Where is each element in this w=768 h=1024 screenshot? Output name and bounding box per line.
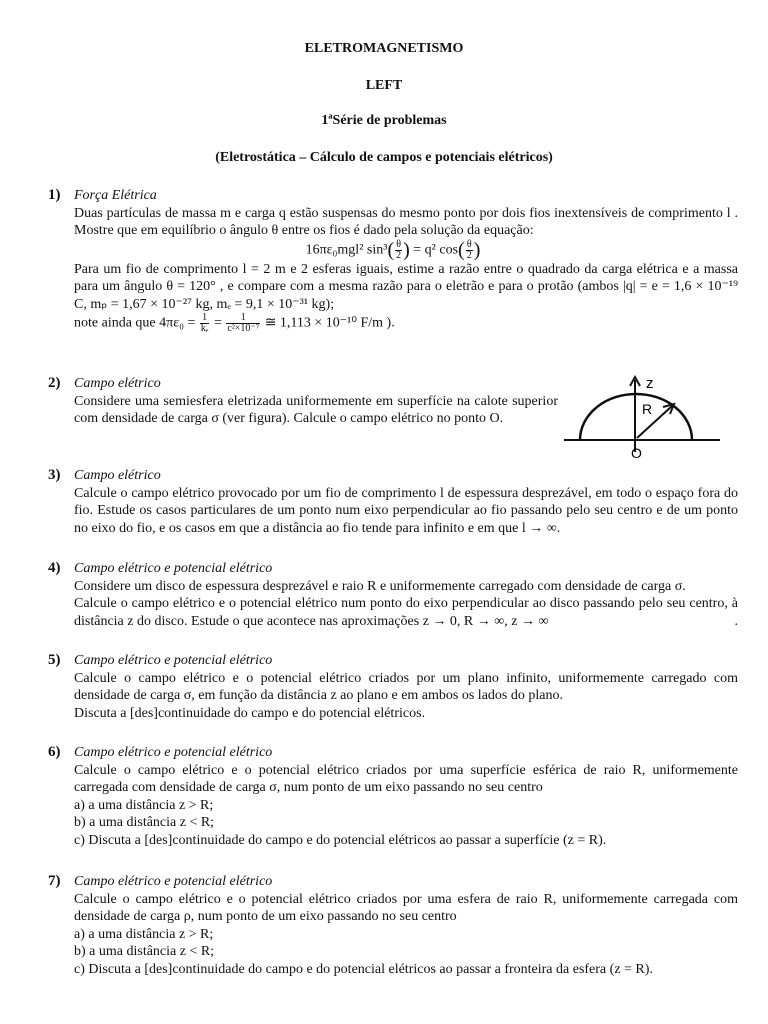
problem-text: Calcule o campo elétrico provocado por um fio de comprimento l de espessura desprezável, em todo o espaço fora do fio. Estude os casos particulares de um ponto num eixo perpendicular ao fio passando pelo seu centro e de um ponto no eixo do fio, e os casos em que a distância ao fio tende para infinito e em que l → ∞. xyxy=(74,485,738,536)
problem-text: Considere um disco de espessura desprezável e raio R e uniformemente carregado com densidade de carga σ. xyxy=(74,578,686,594)
radius-label: R xyxy=(642,401,653,417)
list-item: b) a uma distância z < R; xyxy=(74,815,215,830)
problem-title: Campo elétrico e potencial elétrico xyxy=(74,745,273,760)
problem-text: Calcule o campo elétrico e o potencial elétrico criados por uma esfera de raio R, uniformemente carregada com densidade de carga ρ, num ponto de um eixo passando no seu centro xyxy=(74,891,738,924)
problem-title: Campo elétrico e potencial elétrico xyxy=(74,653,273,668)
problem-number: 4) xyxy=(48,560,61,576)
problem-text: Duas partículas de massa m e carga q estão suspensas do mesmo ponto por dois fios inextensíveis de comprimento l . Mostre que em equilíbrio o ângulo θ entre os fios é dado pela solução da equação: xyxy=(74,205,738,238)
hemisphere-figure xyxy=(562,372,722,460)
problem-text: Discuta a [des]continuidade do campo e do potencial elétricos. xyxy=(74,705,426,721)
equation-left: 16πε₀mgl² sin³ xyxy=(305,242,388,258)
equation-mid: = q² cos xyxy=(413,242,459,258)
problem-6 xyxy=(48,744,738,849)
fraction: $\frac{1}{\text{c²×10⁻⁷}}$ xyxy=(227,312,260,334)
problem-text: Calcule o campo elétrico e o potencial elétrico criados por um plano infinito, uniformemente carregado com densidade de carga σ, em função da distância z ao plano e em ambos os lados do plano. xyxy=(74,670,738,703)
course-title: ELETROMAGNETISMO xyxy=(304,41,464,56)
problem-number: 5) xyxy=(48,652,61,668)
equation: 16πε₀mgl² sin³( $\frac{\theta}{2}$ ) = q² cos( $\frac{\theta}{2}$ ) xyxy=(305,238,481,261)
fraction: $\frac{\theta}{2}$ xyxy=(466,238,472,261)
list-item: a) a uma distância z > R; xyxy=(74,797,214,813)
problem-text: Considere uma semiesfera eletrizada uniformemente em superfície na calote superior com densidade de carga σ (ver figura). Calcule o campo elétrico no ponto O. xyxy=(74,393,558,426)
problem-number: 7) xyxy=(48,873,61,889)
origin-label: O xyxy=(631,445,642,460)
problem-number: 6) xyxy=(48,744,61,760)
list-item: c) Discuta a [des]continuidade do campo e do potencial elétricos ao passar a superfície (z = R). xyxy=(74,832,607,848)
list-item: a) a uma distância z > R; xyxy=(74,926,214,942)
problem-3 xyxy=(48,467,738,537)
problem-4 xyxy=(48,560,738,630)
problem-title: Campo elétrico xyxy=(74,376,161,391)
fraction: $\frac{\theta}{2}$ xyxy=(396,238,402,261)
problem-title: Campo elétrico xyxy=(74,468,161,483)
problem-number: 2) xyxy=(48,375,61,391)
problem-title: Campo elétrico e potencial elétrico xyxy=(74,874,273,889)
series-title: 1ªSérie de problemas xyxy=(321,113,447,128)
list-item: b) a uma distância z < R; xyxy=(74,944,215,959)
problem-2 xyxy=(48,375,558,428)
z-label: z xyxy=(646,375,654,392)
problem-1 xyxy=(48,187,738,334)
problem-5 xyxy=(48,652,738,722)
problem-title: Força Elétrica xyxy=(74,188,157,203)
fraction: $\frac{1}{\text{kₑ}}$ xyxy=(200,312,209,334)
problem-number: 1) xyxy=(48,187,61,203)
problem-title: Campo elétrico e potencial elétrico xyxy=(74,561,273,576)
problem-number: 3) xyxy=(48,467,61,483)
problem-note: note ainda que 4πε₀ = $\frac{1}{\text{kₑ}}$ = $\frac{1}{\text{c²×10⁻⁷}}$ ≅ 1,113 × 10⁻¹⁰ F/m ). xyxy=(74,312,395,334)
series-subtitle: (Eletrostática – Cálculo de campos e potenciais elétricos) xyxy=(215,150,553,165)
list-item: c) Discuta a [des]continuidade do campo e do potencial elétricos ao passar a fronteira da esfera (z = R). xyxy=(74,961,653,977)
problem-text: Calcule o campo elétrico e o potencial elétrico num ponto do eixo perpendicular ao disco passando pelo seu centro, à distância z do disco. Estude o que acontece nas aproximações z → 0, R → ∞, z → ∞ . xyxy=(74,596,738,629)
problem-7 xyxy=(48,873,738,978)
program-title: LEFT xyxy=(365,78,403,93)
problem-text: Para um fio de comprimento l = 2 m e 2 esferas iguais, estime a razão entre o quadrado da carga elétrica e a massa para um ângulo θ = 120° , e compare com a mesma razão para o eletrão e para o protão (ambos |q| = e = 1,6 × 10⁻¹⁹ C, mₚ = 1,67 × 10⁻²⁷ kg, mₑ = 9,1 × 10⁻³¹ kg); xyxy=(74,261,738,312)
problem-text: Calcule o campo elétrico e o potencial elétrico criados por uma superfície esférica de raio R, uniformemente carregada com densidade de carga σ, num ponto de um eixo passando no seu centro xyxy=(74,762,738,795)
